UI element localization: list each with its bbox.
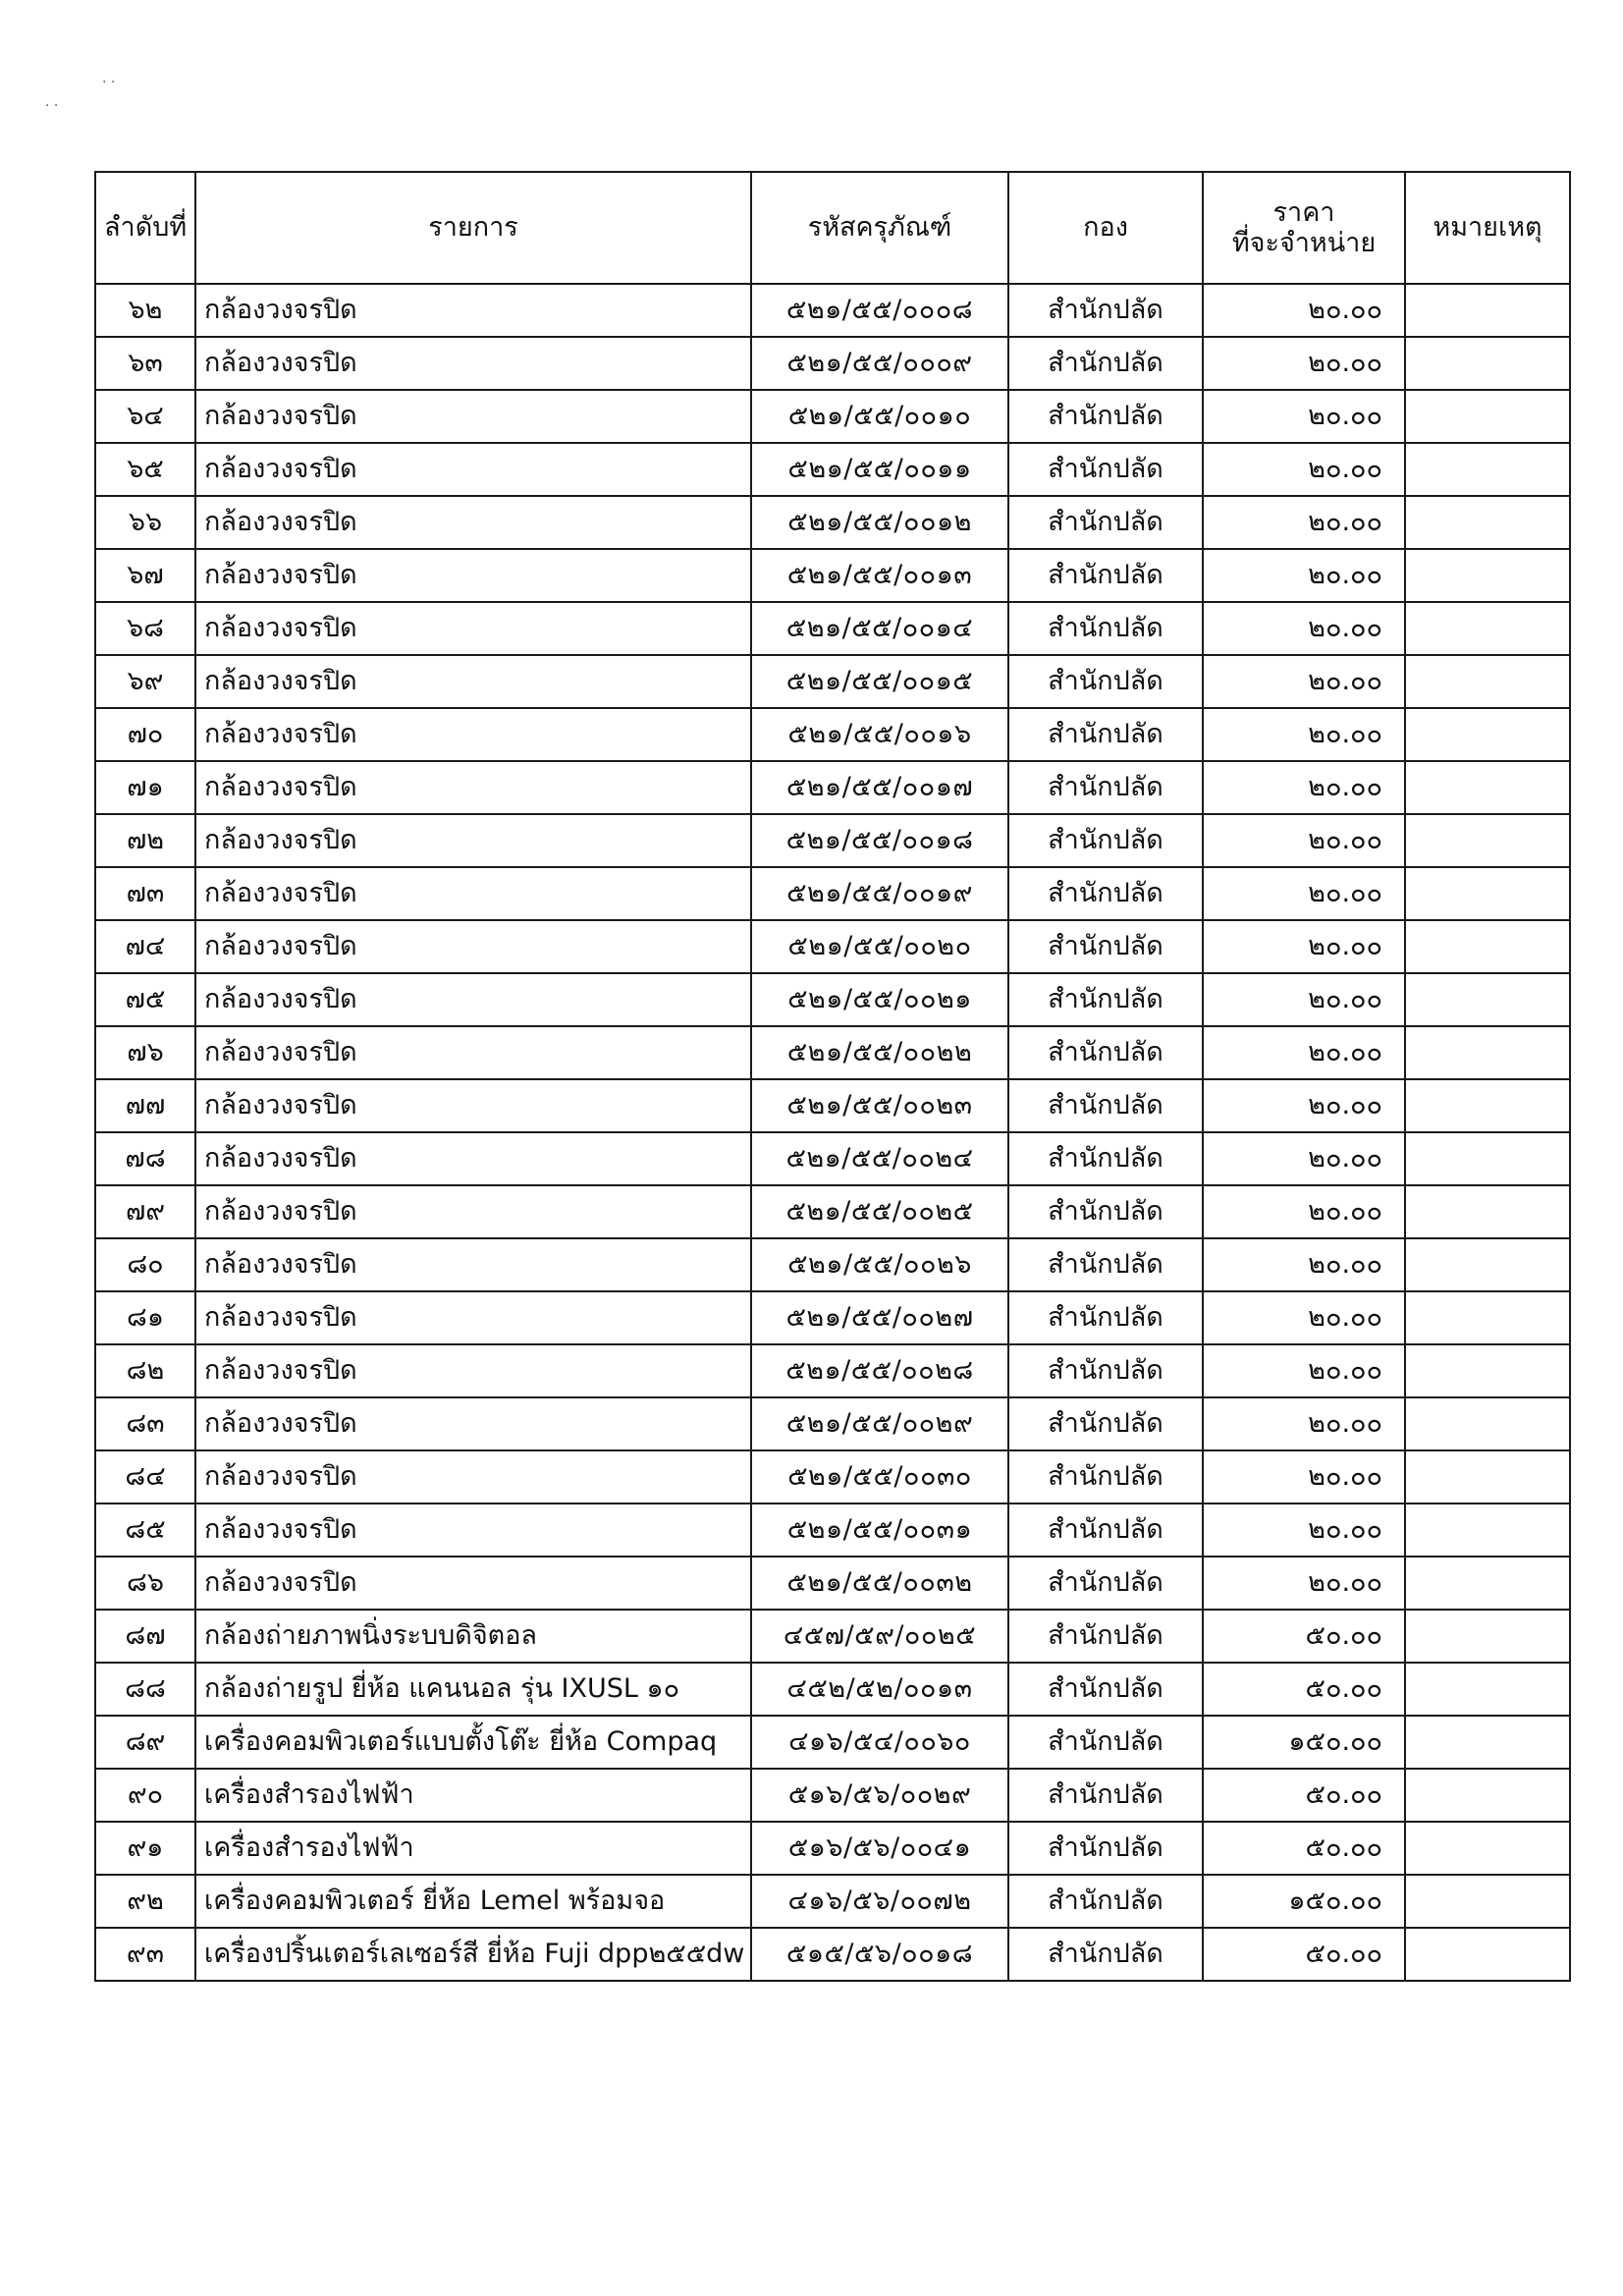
division-cell: สำนักปลัด: [1008, 1769, 1203, 1822]
division-cell: สำนักปลัด: [1008, 549, 1203, 602]
division-cell: สำนักปลัด: [1008, 1291, 1203, 1344]
table-row: [95, 708, 1570, 761]
price-cell: ๒๐.๐๐: [1203, 1503, 1405, 1557]
division-cell: สำนักปลัด: [1008, 1450, 1203, 1503]
price-cell: ๒๐.๐๐: [1203, 496, 1405, 549]
row-number-cell: ๗๑: [95, 761, 195, 814]
row-number-cell: ๙๐: [95, 1769, 195, 1822]
asset-code-cell: ๕๒๑/๕๕/๐๐๑๓: [751, 549, 1008, 602]
item-name-cell: เครื่องคอมพิวเตอร์แบบตั้งโต๊ะ ยี่ห้อ Compaq: [195, 1716, 751, 1769]
note-cell: [1405, 496, 1570, 549]
table-row: [95, 1716, 1570, 1769]
division-cell: สำนักปลัด: [1008, 1716, 1203, 1769]
item-name-cell: กล้องวงจรปิด: [195, 1450, 751, 1503]
row-number-cell: ๖๘: [95, 602, 195, 655]
price-cell: ๒๐.๐๐: [1203, 1397, 1405, 1450]
item-name-cell: กล้องวงจรปิด: [195, 1185, 751, 1238]
note-cell: [1405, 1132, 1570, 1185]
item-name-cell: กล้องวงจรปิด: [195, 284, 751, 337]
division-cell: สำนักปลัด: [1008, 655, 1203, 708]
asset-code-cell: ๕๒๑/๕๕/๐๐๒๘: [751, 1344, 1008, 1397]
asset-code-cell: ๕๒๑/๕๕/๐๐๒๕: [751, 1185, 1008, 1238]
asset-code-cell: ๕๒๑/๕๕/๐๐๒๐: [751, 920, 1008, 973]
header-price-line1: ราคา: [1272, 196, 1335, 228]
item-name-cell: กล้องวงจรปิด: [195, 602, 751, 655]
table-row: [95, 1928, 1570, 1981]
asset-code-cell: ๕๒๑/๕๕/๐๐๑๕: [751, 655, 1008, 708]
asset-code-cell: ๕๒๑/๕๕/๐๐๓๑: [751, 1503, 1008, 1557]
price-cell: ๒๐.๐๐: [1203, 973, 1405, 1026]
asset-code-cell: ๕๒๑/๕๕/๐๐๒๗: [751, 1291, 1008, 1344]
table-row: [95, 1822, 1570, 1875]
price-cell: ๒๐.๐๐: [1203, 1132, 1405, 1185]
note-cell: [1405, 602, 1570, 655]
item-name-cell: กล้องวงจรปิด: [195, 1132, 751, 1185]
division-cell: สำนักปลัด: [1008, 1079, 1203, 1132]
table-row: [95, 1610, 1570, 1663]
division-cell: สำนักปลัด: [1008, 1185, 1203, 1238]
division-cell: สำนักปลัด: [1008, 443, 1203, 496]
price-cell: ๕๐.๐๐: [1203, 1663, 1405, 1716]
note-cell: [1405, 549, 1570, 602]
asset-code-cell: ๕๒๑/๕๕/๐๐๑๙: [751, 867, 1008, 920]
item-name-cell: กล้องวงจรปิด: [195, 549, 751, 602]
price-cell: ๒๐.๐๐: [1203, 1450, 1405, 1503]
price-cell: ๒๐.๐๐: [1203, 761, 1405, 814]
division-cell: สำนักปลัด: [1008, 1503, 1203, 1557]
row-number-cell: ๗๘: [95, 1132, 195, 1185]
price-cell: ๒๐.๐๐: [1203, 1079, 1405, 1132]
table-row: [95, 390, 1570, 443]
note-cell: [1405, 973, 1570, 1026]
table-row: [95, 496, 1570, 549]
price-cell: ๒๐.๐๐: [1203, 443, 1405, 496]
row-number-cell: ๖๒: [95, 284, 195, 337]
row-number-cell: ๘๐: [95, 1238, 195, 1291]
asset-code-cell: ๕๒๑/๕๕/๐๐๑๒: [751, 496, 1008, 549]
asset-code-cell: ๔๑๖/๕๔/๐๐๖๐: [751, 1716, 1008, 1769]
row-number-cell: ๖๔: [95, 390, 195, 443]
row-number-cell: ๘๖: [95, 1557, 195, 1610]
note-cell: [1405, 1822, 1570, 1875]
note-cell: [1405, 337, 1570, 390]
price-cell: ๒๐.๐๐: [1203, 337, 1405, 390]
item-name-cell: กล้องถ่ายรูป ยี่ห้อ แคนนอล รุ่น IXUSL ๑๐: [195, 1663, 751, 1716]
division-cell: สำนักปลัด: [1008, 1610, 1203, 1663]
row-number-cell: ๖๙: [95, 655, 195, 708]
row-number-cell: ๘๔: [95, 1450, 195, 1503]
division-cell: สำนักปลัด: [1008, 1397, 1203, 1450]
header-division: กอง: [1008, 172, 1203, 284]
row-number-cell: ๗๓: [95, 867, 195, 920]
item-name-cell: กล้องวงจรปิด: [195, 708, 751, 761]
row-number-cell: ๘๕: [95, 1503, 195, 1557]
row-number-cell: ๙๓: [95, 1928, 195, 1981]
note-cell: [1405, 1875, 1570, 1928]
division-cell: สำนักปลัด: [1008, 1557, 1203, 1610]
header-price-line2: ที่จะจำหน่าย: [1231, 228, 1377, 258]
table-row: [95, 1875, 1570, 1928]
note-cell: [1405, 1716, 1570, 1769]
item-name-cell: กล้องวงจรปิด: [195, 973, 751, 1026]
asset-code-cell: ๕๒๑/๕๕/๐๐๑๑: [751, 443, 1008, 496]
asset-code-cell: ๕๒๑/๕๕/๐๐๒๙: [751, 1397, 1008, 1450]
row-number-cell: ๖๕: [95, 443, 195, 496]
price-cell: ๒๐.๐๐: [1203, 1291, 1405, 1344]
price-cell: ๒๐.๐๐: [1203, 549, 1405, 602]
note-cell: [1405, 867, 1570, 920]
row-number-cell: ๗๗: [95, 1079, 195, 1132]
table-row: [95, 1238, 1570, 1291]
price-cell: ๒๐.๐๐: [1203, 390, 1405, 443]
note-cell: [1405, 1397, 1570, 1450]
asset-code-cell: ๕๒๑/๕๕/๐๐๑๔: [751, 602, 1008, 655]
price-cell: ๕๐.๐๐: [1203, 1769, 1405, 1822]
price-cell: ๒๐.๐๐: [1203, 1026, 1405, 1079]
table-row: [95, 1769, 1570, 1822]
asset-code-cell: ๕๑๖/๕๖/๐๐๔๑: [751, 1822, 1008, 1875]
table-row: [95, 1557, 1570, 1610]
price-cell: ๒๐.๐๐: [1203, 708, 1405, 761]
price-cell: ๒๐.๐๐: [1203, 867, 1405, 920]
division-cell: สำนักปลัด: [1008, 708, 1203, 761]
division-cell: สำนักปลัด: [1008, 602, 1203, 655]
row-number-cell: ๗๖: [95, 1026, 195, 1079]
note-cell: [1405, 920, 1570, 973]
asset-code-cell: ๕๒๑/๕๕/๐๐๑๘: [751, 814, 1008, 867]
division-cell: สำนักปลัด: [1008, 284, 1203, 337]
scan-speck: · ·: [102, 75, 116, 90]
table-row: [95, 1344, 1570, 1397]
division-cell: สำนักปลัด: [1008, 337, 1203, 390]
price-cell: ๕๐.๐๐: [1203, 1928, 1405, 1981]
price-cell: ๒๐.๐๐: [1203, 1238, 1405, 1291]
note-cell: [1405, 1503, 1570, 1557]
asset-code-cell: ๕๒๑/๕๕/๐๐๒๖: [751, 1238, 1008, 1291]
division-cell: สำนักปลัด: [1008, 1928, 1203, 1981]
table-row: [95, 973, 1570, 1026]
division-cell: สำนักปลัด: [1008, 390, 1203, 443]
row-number-cell: ๖๓: [95, 337, 195, 390]
row-number-cell: ๖๖: [95, 496, 195, 549]
row-number-cell: ๘๘: [95, 1663, 195, 1716]
table-row: [95, 1185, 1570, 1238]
note-cell: [1405, 1557, 1570, 1610]
item-name-cell: เครื่องคอมพิวเตอร์ ยี่ห้อ Lemel พร้อมจอ: [195, 1875, 751, 1928]
note-cell: [1405, 1663, 1570, 1716]
division-cell: สำนักปลัด: [1008, 1026, 1203, 1079]
note-cell: [1405, 1450, 1570, 1503]
table-body: [95, 284, 1570, 1981]
note-cell: [1405, 1344, 1570, 1397]
item-name-cell: เครื่องปริ้นเตอร์เลเซอร์สี ยี่ห้อ Fuji dpp๒๕๕dw: [195, 1928, 751, 1981]
header-note: หมายเหตุ: [1405, 172, 1570, 284]
note-cell: [1405, 761, 1570, 814]
header-row: [95, 172, 1570, 284]
header-code: รหัสครุภัณฑ์: [751, 172, 1008, 284]
table-row: [95, 655, 1570, 708]
price-cell: ๒๐.๐๐: [1203, 814, 1405, 867]
table-row: [95, 549, 1570, 602]
header-item: รายการ: [195, 172, 751, 284]
asset-disposal-table: [94, 171, 1571, 1982]
price-cell: ๑๕๐.๐๐: [1203, 1875, 1405, 1928]
asset-code-cell: ๕๒๑/๕๕/๐๐๒๓: [751, 1079, 1008, 1132]
item-name-cell: กล้องวงจรปิด: [195, 1238, 751, 1291]
asset-code-cell: ๕๒๑/๕๕/๐๐๑๖: [751, 708, 1008, 761]
table-row: [95, 1450, 1570, 1503]
scan-speck: · ·: [45, 98, 59, 114]
asset-code-cell: ๕๒๑/๕๕/๐๐๒๒: [751, 1026, 1008, 1079]
asset-code-cell: ๕๒๑/๕๕/๐๐๐๙: [751, 337, 1008, 390]
row-number-cell: ๗๔: [95, 920, 195, 973]
table-row: [95, 814, 1570, 867]
division-cell: สำนักปลัด: [1008, 761, 1203, 814]
division-cell: สำนักปลัด: [1008, 867, 1203, 920]
price-cell: ๕๐.๐๐: [1203, 1822, 1405, 1875]
price-cell: ๒๐.๐๐: [1203, 1344, 1405, 1397]
division-cell: สำนักปลัด: [1008, 920, 1203, 973]
item-name-cell: กล้องวงจรปิด: [195, 761, 751, 814]
item-name-cell: กล้องวงจรปิด: [195, 1291, 751, 1344]
table-row: [95, 867, 1570, 920]
note-cell: [1405, 708, 1570, 761]
item-name-cell: กล้องวงจรปิด: [195, 1026, 751, 1079]
table-row: [95, 1397, 1570, 1450]
table-row: [95, 1079, 1570, 1132]
row-number-cell: ๗๕: [95, 973, 195, 1026]
asset-code-cell: ๕๒๑/๕๕/๐๐๒๑: [751, 973, 1008, 1026]
price-cell: ๑๕๐.๐๐: [1203, 1716, 1405, 1769]
item-name-cell: กล้องถ่ายภาพนิ่งระบบดิจิตอล: [195, 1610, 751, 1663]
division-cell: สำนักปลัด: [1008, 1875, 1203, 1928]
row-number-cell: ๙๒: [95, 1875, 195, 1928]
row-number-cell: ๖๗: [95, 549, 195, 602]
item-name-cell: กล้องวงจรปิด: [195, 1344, 751, 1397]
asset-code-cell: ๕๒๑/๕๕/๐๐๑๐: [751, 390, 1008, 443]
header-no: ลำดับที่: [95, 172, 195, 284]
asset-code-cell: ๔๕๒/๕๒/๐๐๑๓: [751, 1663, 1008, 1716]
price-cell: ๒๐.๐๐: [1203, 1185, 1405, 1238]
table-row: [95, 284, 1570, 337]
row-number-cell: ๘๑: [95, 1291, 195, 1344]
asset-code-cell: ๔๕๗/๕๙/๐๐๒๕: [751, 1610, 1008, 1663]
item-name-cell: กล้องวงจรปิด: [195, 390, 751, 443]
item-name-cell: กล้องวงจรปิด: [195, 1503, 751, 1557]
row-number-cell: ๙๑: [95, 1822, 195, 1875]
note-cell: [1405, 284, 1570, 337]
note-cell: [1405, 1769, 1570, 1822]
note-cell: [1405, 655, 1570, 708]
header-price: [1203, 172, 1405, 284]
note-cell: [1405, 814, 1570, 867]
row-number-cell: ๗๒: [95, 814, 195, 867]
table-row: [95, 1503, 1570, 1557]
item-name-cell: กล้องวงจรปิด: [195, 443, 751, 496]
row-number-cell: ๗๙: [95, 1185, 195, 1238]
item-name-cell: กล้องวงจรปิด: [195, 814, 751, 867]
division-cell: สำนักปลัด: [1008, 1344, 1203, 1397]
note-cell: [1405, 390, 1570, 443]
item-name-cell: กล้องวงจรปิด: [195, 337, 751, 390]
asset-code-cell: ๕๒๑/๕๕/๐๐๐๘: [751, 284, 1008, 337]
price-cell: ๒๐.๐๐: [1203, 602, 1405, 655]
note-cell: [1405, 1026, 1570, 1079]
asset-code-cell: ๔๑๖/๕๖/๐๐๗๒: [751, 1875, 1008, 1928]
note-cell: [1405, 1079, 1570, 1132]
row-number-cell: ๘๙: [95, 1716, 195, 1769]
row-number-cell: ๘๗: [95, 1610, 195, 1663]
division-cell: สำนักปลัด: [1008, 1238, 1203, 1291]
item-name-cell: กล้องวงจรปิด: [195, 1557, 751, 1610]
price-cell: ๒๐.๐๐: [1203, 920, 1405, 973]
note-cell: [1405, 443, 1570, 496]
item-name-cell: เครื่องสำรองไฟฟ้า: [195, 1822, 751, 1875]
item-name-cell: กล้องวงจรปิด: [195, 920, 751, 973]
table-row: [95, 1663, 1570, 1716]
table-row: [95, 443, 1570, 496]
note-cell: [1405, 1238, 1570, 1291]
table-row: [95, 920, 1570, 973]
price-cell: ๒๐.๐๐: [1203, 1557, 1405, 1610]
price-cell: ๒๐.๐๐: [1203, 284, 1405, 337]
division-cell: สำนักปลัด: [1008, 814, 1203, 867]
table-row: [95, 602, 1570, 655]
item-name-cell: กล้องวงจรปิด: [195, 1079, 751, 1132]
price-cell: ๒๐.๐๐: [1203, 655, 1405, 708]
asset-code-cell: ๕๑๖/๕๖/๐๐๒๙: [751, 1769, 1008, 1822]
table-header: [95, 172, 1570, 284]
note-cell: [1405, 1610, 1570, 1663]
note-cell: [1405, 1185, 1570, 1238]
item-name-cell: กล้องวงจรปิด: [195, 655, 751, 708]
item-name-cell: กล้องวงจรปิด: [195, 867, 751, 920]
division-cell: สำนักปลัด: [1008, 496, 1203, 549]
asset-code-cell: ๕๒๑/๕๕/๐๐๒๔: [751, 1132, 1008, 1185]
item-name-cell: เครื่องสำรองไฟฟ้า: [195, 1769, 751, 1822]
row-number-cell: ๗๐: [95, 708, 195, 761]
price-cell: ๕๐.๐๐: [1203, 1610, 1405, 1663]
note-cell: [1405, 1291, 1570, 1344]
note-cell: [1405, 1928, 1570, 1981]
table-row: [95, 337, 1570, 390]
item-name-cell: กล้องวงจรปิด: [195, 1397, 751, 1450]
asset-code-cell: ๕๒๑/๕๕/๐๐๓๒: [751, 1557, 1008, 1610]
table-row: [95, 1026, 1570, 1079]
table-row: [95, 761, 1570, 814]
table-row: [95, 1132, 1570, 1185]
division-cell: สำนักปลัด: [1008, 1822, 1203, 1875]
row-number-cell: ๘๓: [95, 1397, 195, 1450]
division-cell: สำนักปลัด: [1008, 973, 1203, 1026]
asset-code-cell: ๕๒๑/๕๕/๐๐๑๗: [751, 761, 1008, 814]
asset-code-cell: ๕๒๑/๕๕/๐๐๓๐: [751, 1450, 1008, 1503]
division-cell: สำนักปลัด: [1008, 1132, 1203, 1185]
table-row: [95, 1291, 1570, 1344]
item-name-cell: กล้องวงจรปิด: [195, 496, 751, 549]
row-number-cell: ๘๒: [95, 1344, 195, 1397]
asset-code-cell: ๕๑๕/๕๖/๐๐๑๘: [751, 1928, 1008, 1981]
division-cell: สำนักปลัด: [1008, 1663, 1203, 1716]
